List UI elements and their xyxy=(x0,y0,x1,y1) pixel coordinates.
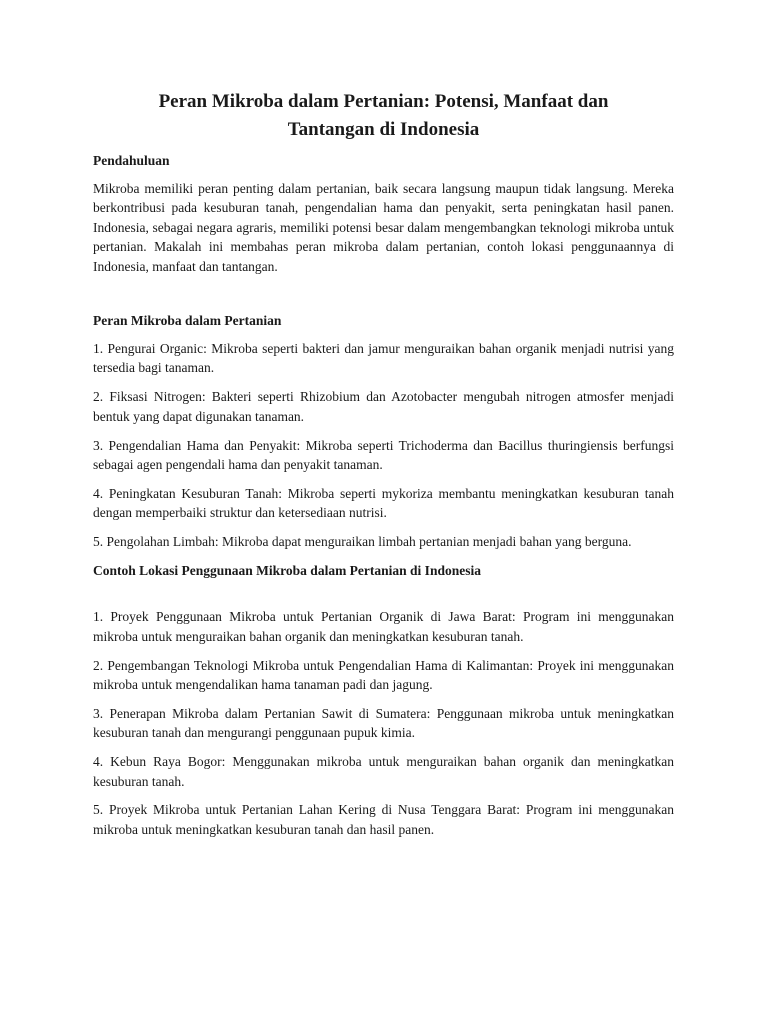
intro-paragraph: Mikroba memiliki peran penting dalam pertanian, baik secara langsung maupun tidak langsung. Mereka berkontribusi pada kesuburan tanah, pengendalian hama dan penyakit, serta peningkatan hasil panen. Indonesia, sebagai negara agraris, memiliki potensi besar dalam mengembangkan teknologi mikroba untuk pertanian. Makalah ini membahas peran mikroba dalam pertanian, contoh lokasi penggunaannya di Indonesia, manfaat dan tantangan. xyxy=(93,181,674,274)
list-item: 5. Pengolahan Limbah: Mikroba dapat menguraikan limbah pertanian menjadi bahan yang berguna. xyxy=(93,534,632,550)
document-title: Peran Mikroba dalam Pertanian: Potensi, Manfaat dan Tantangan di Indonesia xyxy=(158,91,609,140)
roles-list xyxy=(93,339,674,552)
list-item: 2. Pengembangan Teknologi Mikroba untuk Pengendalian Hama di Kalimantan: Proyek ini menggunakan mikroba untuk mengendalikan hama tanaman padi dan jagung. xyxy=(93,657,674,692)
section-heading-locations: Contoh Lokasi Penggunaan Mikroba dalam Pertanian di Indonesia xyxy=(93,563,481,579)
list-item: 2. Fiksasi Nitrogen: Bakteri seperti Rhizobium dan Azotobacter mengubah nitrogen atmosfer menjadi bentuk yang dapat digunakan tanaman. xyxy=(93,389,674,424)
list-item: 1. Pengurai Organic: Mikroba seperti bakteri dan jamur menguraikan bahan organik menjadi nutrisi yang tersedia bagi tanaman. xyxy=(93,341,674,376)
spacer xyxy=(93,285,674,311)
locations-list xyxy=(93,607,674,839)
list-item: 1. Proyek Penggunaan Mikroba untuk Pertanian Organik di Jawa Barat: Program ini menggunakan mikroba untuk menguraikan bahan organik dan meningkatkan kesuburan tanah. xyxy=(93,609,674,644)
list-item: 4. Peningkatan Kesuburan Tanah: Mikroba seperti mykoriza membantu meningkatkan kesuburan tanah dengan memperbaiki struktur dan ketersediaan nutrisi. xyxy=(93,485,674,521)
spacer xyxy=(93,589,674,607)
document-page xyxy=(93,88,674,849)
list-item: 3. Penerapan Mikroba dalam Pertanian Sawit di Sumatera: Penggunaan mikroba untuk meningkatkan kesuburan tanah dan mengurangi penggunaan pupuk kimia. xyxy=(93,705,674,741)
list-item: 4. Kebun Raya Bogor: Menggunakan mikroba untuk menguraikan bahan organik dan meningkatkan kesuburan tanah. xyxy=(93,754,674,789)
section-heading-roles: Peran Mikroba dalam Pertanian xyxy=(93,313,282,329)
section-heading-intro: Pendahuluan xyxy=(93,153,170,168)
list-item: 3. Pengendalian Hama dan Penyakit: Mikroba seperti Trichoderma dan Bacillus thuringiensis berfungsi sebagai agen pengendali hama dan penyakit tanaman. xyxy=(93,437,674,473)
list-item: 5. Proyek Mikroba untuk Pertanian Lahan Kering di Nusa Tenggara Barat: Program ini menggunakan mikroba untuk meningkatkan kesuburan tanah dan hasil panen. xyxy=(93,802,674,837)
